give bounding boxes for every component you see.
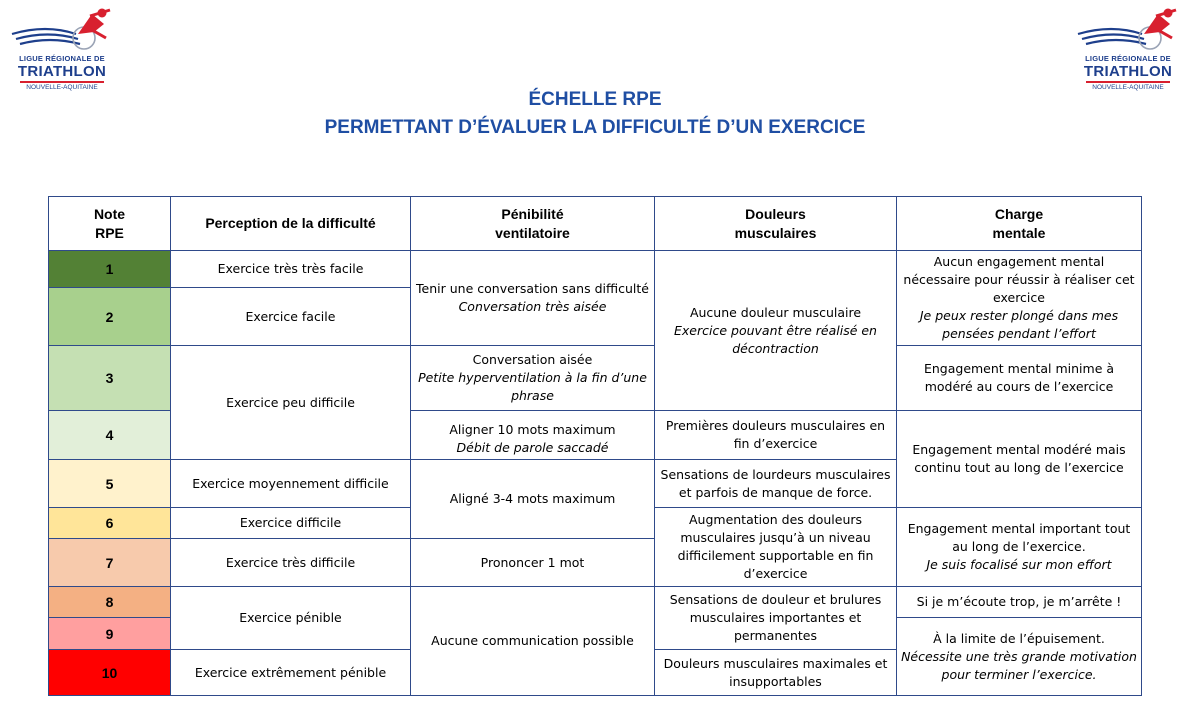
header-note-line-2: RPE: [95, 224, 124, 241]
perception-cell: Exercice facile: [171, 288, 411, 346]
header-note: [49, 197, 171, 251]
rpe-note-5: 5: [49, 460, 171, 508]
logo-line-2: TRIATHLON: [1083, 63, 1173, 80]
header-douleurs: [655, 197, 897, 251]
ventilation-cell: Aligné 3-4 mots maximum: [411, 460, 655, 539]
charge-text: À la limite de l’épuisement.: [933, 630, 1105, 646]
ventilation-text: Conversation aisée: [472, 352, 593, 367]
charge-text: Engagement mental important tout au long de l’exercice.: [907, 521, 1131, 554]
header-penibilite: [411, 197, 655, 251]
douleurs-note: Exercice pouvant être réalisé en décontraction: [674, 322, 877, 356]
league-logo-left: [6, 4, 118, 96]
charge-cell: Si je m’écoute trop, je m’arrête !: [897, 587, 1142, 618]
ventilation-cell: [411, 411, 655, 460]
rpe-note-10: 10: [49, 650, 171, 696]
charge-text: Aucun engagement mental nécessaire pour réussir à réaliser cet exercice: [903, 254, 1135, 305]
perception-cell: Exercice pénible: [171, 587, 411, 650]
charge-cell: [897, 508, 1142, 587]
rpe-note-1: 1: [49, 251, 171, 288]
logo-line-3: NOUVELLE-AQUITAINE: [26, 84, 98, 91]
charge-cell: [897, 618, 1142, 696]
logo-line-1: LIGUE RÉGIONALE DE: [1085, 54, 1171, 63]
perception-cell: Exercice difficile: [171, 508, 411, 539]
document-subtitle: PERMETTANT D’ÉVALUER LA DIFFICULTÉ D’UN EXERCICE: [324, 117, 866, 138]
header-charge-line-2: mentale: [992, 224, 1046, 241]
ventilation-note: Petite hyperventilation à la fin d’une phrase: [418, 370, 647, 403]
header-note-line-1: Note: [93, 205, 126, 222]
douleurs-cell: Premières douleurs musculaires en fin d’exercice: [655, 411, 897, 460]
ventilation-note: Conversation très aisée: [458, 299, 607, 314]
douleurs-cell: Douleurs musculaires maximales et insupportables: [655, 650, 897, 696]
perception-cell: Exercice très très facile: [171, 251, 411, 288]
rpe-note-7: 7: [49, 539, 171, 587]
charge-note: Nécessite une très grande motivation pour terminer l’exercice.: [901, 648, 1137, 682]
ventilation-text: Aligner 10 mots maximum: [449, 422, 616, 437]
charge-note: Je suis focalisé sur mon effort: [926, 557, 1112, 572]
charge-note: Je peux rester plongé dans mes pensées pendant l’effort: [919, 308, 1119, 341]
ventilation-note: Débit de parole saccadé: [456, 440, 609, 455]
rpe-note-8: 8: [49, 587, 171, 618]
league-logo-right: [1072, 4, 1184, 96]
rpe-note-3: 3: [49, 346, 171, 411]
logo-line-3: NOUVELLE-AQUITAINE: [1092, 84, 1164, 91]
charge-cell: Engagement mental minime à modéré au cours de l’exercice: [897, 346, 1142, 411]
douleurs-text: Aucune douleur musculaire: [689, 304, 862, 320]
perception-cell: Exercice moyennement difficile: [171, 460, 411, 508]
logo-rule: [1086, 81, 1170, 83]
table-row: [49, 251, 1142, 288]
rpe-note-9: 9: [49, 618, 171, 650]
header-penibilite-line-1: Pénibilité: [501, 205, 564, 222]
triathlete-icon: [1072, 4, 1184, 54]
table-row: [49, 587, 1142, 618]
document-title: ÉCHELLE RPE: [528, 89, 662, 110]
rpe-note-2: 2: [49, 288, 171, 346]
rpe-note-6: 6: [49, 508, 171, 539]
logo-rule: [20, 81, 104, 83]
douleurs-cell: Sensations de douleur et brulures musculaires importantes et permanentes: [655, 587, 897, 650]
logo-line-2: TRIATHLON: [17, 63, 107, 80]
header-douleurs-line-1: Douleurs: [745, 205, 806, 222]
charge-cell: [897, 251, 1142, 346]
triathlete-icon: [6, 4, 118, 54]
rpe-table: [48, 196, 1142, 696]
table-header-row: [49, 197, 1142, 251]
header-perception: Perception de la difficulté: [171, 197, 411, 251]
ventilation-text: Tenir une conversation sans difficulté: [416, 281, 649, 296]
rpe-note-4: 4: [49, 411, 171, 460]
header-douleurs-line-2: musculaires: [734, 224, 817, 241]
logo-line-1: LIGUE RÉGIONALE DE: [19, 54, 105, 63]
header-charge-line-1: Charge: [994, 205, 1044, 222]
charge-cell: Engagement mental modéré mais continu tout au long de l’exercice: [897, 411, 1142, 508]
header-charge: [897, 197, 1142, 251]
douleurs-cell: [655, 251, 897, 411]
perception-cell: Exercice extrêmement pénible: [171, 650, 411, 696]
header-penibilite-line-2: ventilatoire: [495, 224, 570, 241]
perception-cell: Exercice très difficile: [171, 539, 411, 587]
ventilation-cell: Aucune communication possible: [411, 587, 655, 696]
ventilation-cell: Prononcer 1 mot: [411, 539, 655, 587]
table-row: [49, 346, 1142, 411]
ventilation-cell: [411, 251, 655, 346]
perception-cell: Exercice peu difficile: [171, 346, 411, 460]
douleurs-cell: Sensations de lourdeurs musculaires et parfois de manque de force.: [655, 460, 897, 508]
douleurs-cell: Augmentation des douleurs musculaires jusqu’à un niveau difficilement supportable en fin d’exercice: [655, 508, 897, 587]
ventilation-cell: [411, 346, 655, 411]
